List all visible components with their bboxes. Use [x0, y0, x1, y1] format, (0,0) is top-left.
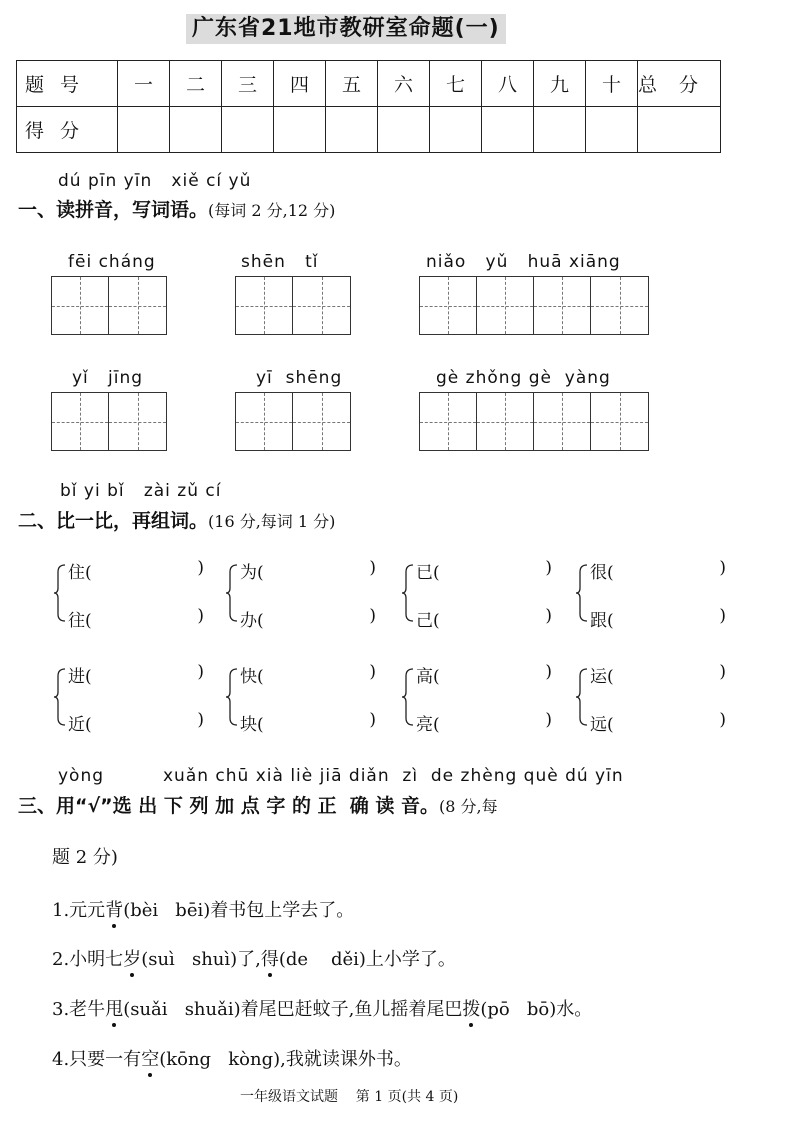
- score-cell[interactable]: [482, 107, 534, 153]
- brace-icon: [54, 668, 66, 726]
- close-paren: ): [369, 558, 376, 578]
- word-pinyin: gè zhǒng gè yàng: [436, 368, 611, 388]
- dotted-character: 得: [261, 945, 279, 971]
- word-pinyin: niǎo yǔ huā xiāng: [426, 252, 621, 272]
- brace-icon: [576, 564, 588, 622]
- close-paren: ): [369, 710, 376, 730]
- question-3: [52, 995, 592, 1021]
- question-text: 3.老牛: [52, 999, 106, 1020]
- dotted-character: 拨: [462, 995, 480, 1021]
- writing-grid[interactable]: [51, 276, 167, 335]
- score-cell[interactable]: [170, 107, 222, 153]
- page-footer: 一年级语文试题 第 1 页(共 4 页): [240, 1089, 459, 1105]
- close-paren: ): [545, 662, 552, 682]
- dotted-character: 甩: [105, 995, 123, 1021]
- score-cell[interactable]: [222, 107, 274, 153]
- brace-icon: [226, 668, 238, 726]
- question-text: (kōng kòng),我就读课外书。: [159, 1049, 412, 1070]
- close-paren: ): [545, 710, 552, 730]
- section2-title: 二、比一比，再组词。: [18, 510, 209, 532]
- score-cell[interactable]: [378, 107, 430, 153]
- row-label-score: 得分: [17, 107, 118, 153]
- total-score-cell[interactable]: [638, 107, 721, 153]
- close-paren: ): [197, 558, 204, 578]
- question-4: [52, 1045, 412, 1071]
- compare-pair: [402, 558, 552, 631]
- question-text: 2.小明七: [52, 949, 124, 970]
- score-cell[interactable]: [274, 107, 326, 153]
- brace-icon: [402, 668, 414, 726]
- close-paren: ): [719, 710, 726, 730]
- score-cell[interactable]: [430, 107, 482, 153]
- compare-pair: [226, 558, 376, 631]
- close-paren: ): [369, 606, 376, 626]
- pair-word-b[interactable]: 往(: [68, 611, 92, 631]
- page-title: 广东省21地市教研室命题(一): [186, 14, 506, 44]
- score-table: [16, 60, 721, 153]
- brace-icon: [402, 564, 414, 622]
- close-paren: ): [369, 662, 376, 682]
- score-table-score-row: [17, 107, 721, 153]
- column-header: 二: [170, 61, 222, 107]
- pair-word-a[interactable]: 为(: [240, 563, 264, 583]
- question-text: (bèi bēi)着书包上学去了。: [123, 900, 355, 921]
- section1-pinyin: dú pīn yīn xiě cí yǔ: [58, 171, 252, 191]
- column-header: 六: [378, 61, 430, 107]
- brace-icon: [54, 564, 66, 622]
- pair-word-b[interactable]: 远(: [590, 715, 614, 735]
- column-header: 三: [222, 61, 274, 107]
- pair-word-a[interactable]: 已(: [416, 563, 440, 583]
- word-pinyin: yǐ jīng: [72, 368, 144, 388]
- score-cell[interactable]: [326, 107, 378, 153]
- row-label-question-number: 题号: [17, 61, 118, 107]
- close-paren: ): [197, 606, 204, 626]
- pair-word-a[interactable]: 进(: [68, 667, 92, 687]
- score-cell[interactable]: [534, 107, 586, 153]
- compare-pair: [54, 558, 204, 631]
- score-cell[interactable]: [586, 107, 638, 153]
- close-paren: ): [197, 662, 204, 682]
- pair-word-b[interactable]: 跟(: [590, 611, 614, 631]
- question-text: 4.只要一有: [52, 1049, 142, 1070]
- question-1: [52, 896, 354, 922]
- dotted-character: 岁: [123, 945, 141, 971]
- question-text: (pō bō)水。: [480, 999, 593, 1020]
- question-text: 1.元元: [52, 900, 106, 921]
- total-header: 总分: [638, 61, 721, 107]
- pair-word-a[interactable]: 很(: [590, 563, 614, 583]
- section1-note: (每词 2 分,12 分): [208, 201, 336, 220]
- pair-word-a[interactable]: 运(: [590, 667, 614, 687]
- brace-icon: [226, 564, 238, 622]
- pair-word-a[interactable]: 高(: [416, 667, 440, 687]
- close-paren: ): [545, 558, 552, 578]
- question-text: (suì shuì)了,: [141, 949, 261, 970]
- column-header: 五: [326, 61, 378, 107]
- compare-pair: [226, 662, 376, 735]
- close-paren: ): [719, 662, 726, 682]
- brace-icon: [576, 668, 588, 726]
- column-header: 一: [118, 61, 170, 107]
- writing-grid[interactable]: [235, 276, 351, 335]
- section1-title: 一、读拼音，写词语。: [18, 199, 209, 221]
- close-paren: ): [719, 606, 726, 626]
- dotted-character: 空: [141, 1045, 159, 1071]
- section1-heading: [18, 195, 335, 222]
- section2-note: (16 分,每词 1 分): [208, 512, 336, 531]
- column-header: 八: [482, 61, 534, 107]
- pair-word-b[interactable]: 近(: [68, 715, 92, 735]
- word-pinyin: shēn tǐ: [241, 252, 319, 272]
- pair-word-b[interactable]: 己(: [416, 611, 440, 631]
- section2-heading: [18, 506, 335, 533]
- dotted-character: 背: [105, 896, 123, 922]
- column-header: 四: [274, 61, 326, 107]
- section3-heading: [18, 791, 498, 818]
- writing-grid[interactable]: [419, 392, 649, 451]
- question-text: (suǎi shuǎi)着尾巴赶蚊子,鱼儿摇着尾巴: [123, 999, 463, 1020]
- close-paren: ): [197, 710, 204, 730]
- writing-grid[interactable]: [235, 392, 351, 451]
- score-table-header-row: [17, 61, 721, 107]
- writing-grid[interactable]: [419, 276, 649, 335]
- writing-grid[interactable]: [51, 392, 167, 451]
- column-header: 十: [586, 61, 638, 107]
- column-header: 九: [534, 61, 586, 107]
- section3-note: (8 分,每: [439, 797, 498, 816]
- compare-pair: [402, 662, 552, 735]
- pair-word-b[interactable]: 办(: [240, 611, 264, 631]
- column-header: 七: [430, 61, 482, 107]
- compare-pair: [576, 558, 726, 631]
- word-pinyin: fēi cháng: [68, 252, 156, 272]
- section3-pinyin-yong: yòng: [58, 766, 105, 786]
- question-2: [52, 945, 456, 971]
- pair-word-a[interactable]: 快(: [240, 667, 264, 687]
- close-paren: ): [719, 558, 726, 578]
- pair-word-b[interactable]: 块(: [240, 715, 264, 735]
- section3-pinyin: xuǎn chū xià liè jiā diǎn zì de zhèng què dú yīn: [163, 766, 624, 786]
- word-pinyin: yī shēng: [256, 368, 343, 388]
- question-text: (de děi)上小学了。: [278, 949, 456, 970]
- close-paren: ): [545, 606, 552, 626]
- section3-title: 三、用“√”选 出 下 列 加 点 字 的 正 确 读 音。: [18, 795, 440, 817]
- pair-word-b[interactable]: 亮(: [416, 715, 440, 735]
- compare-pair: [54, 662, 204, 735]
- score-cell[interactable]: [118, 107, 170, 153]
- pair-word-a[interactable]: 住(: [68, 563, 92, 583]
- compare-pair: [576, 662, 726, 735]
- section3-note-continued: 题 2 分): [52, 847, 118, 868]
- section2-pinyin: bǐ yi bǐ zài zǔ cí: [60, 481, 222, 501]
